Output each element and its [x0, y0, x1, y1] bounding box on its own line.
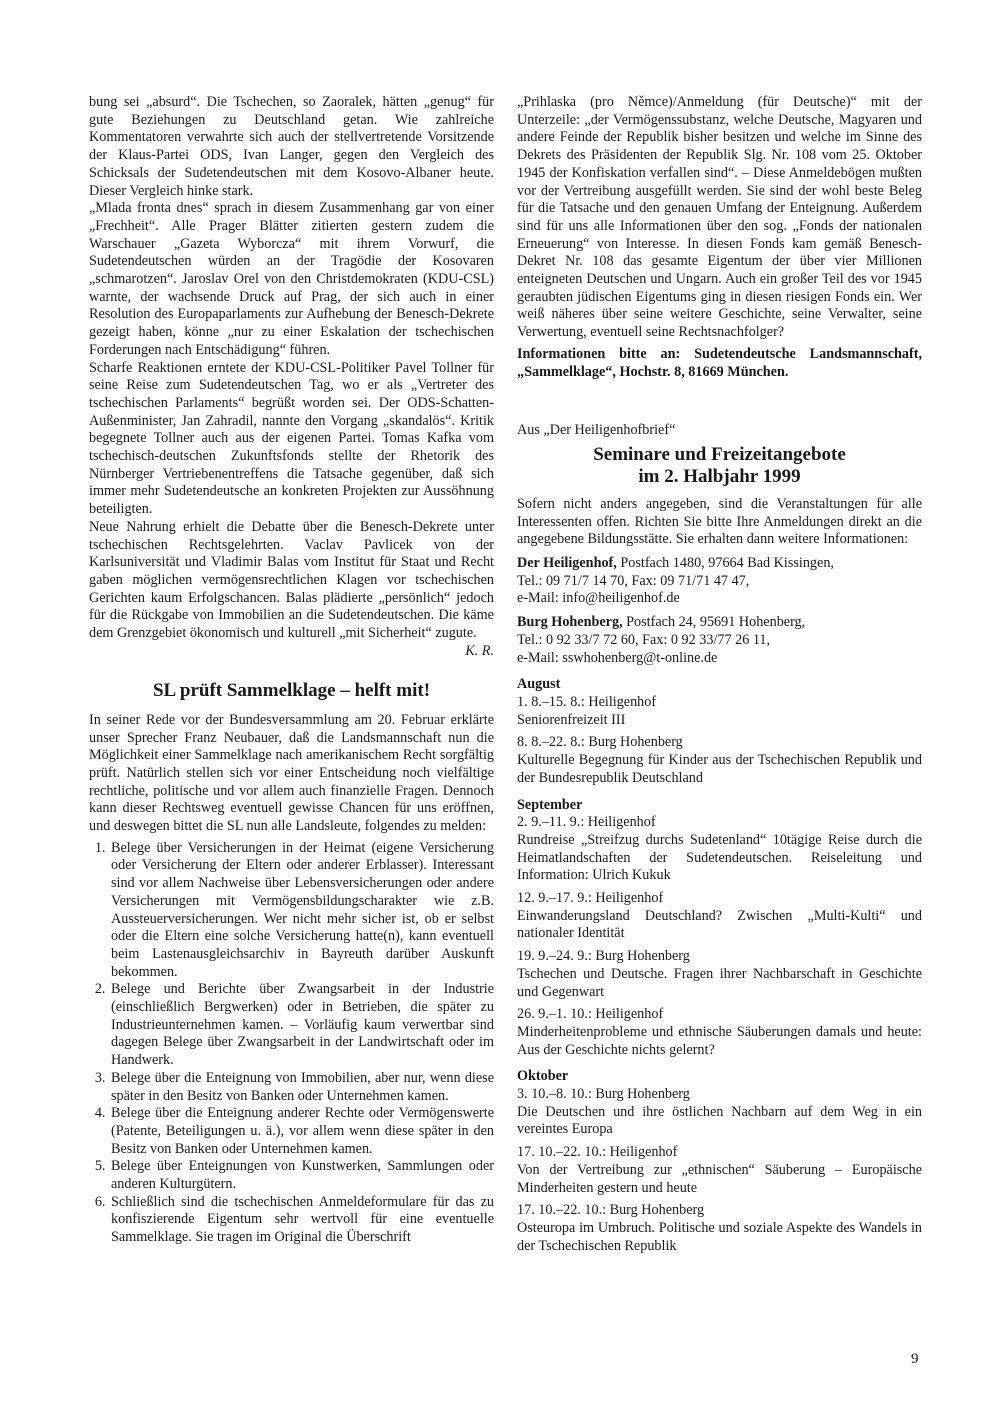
list-item: 4. Belege über die Enteignung anderer Rechte oder Vermögenswerte (Patente, Beteiligungen u. ä.), vor allem wenn diese später in den Besitz von Banken oder Unternehmen kamen.	[109, 1105, 494, 1158]
article-paragraph: bung sei „absurd“. Die Tschechen, so Zaoralek, hätten „genug“ für gute Beziehungen zu Deutschland getan. Wie zahlreiche Kommentatoren verwahrte sich auch der stellvertretende Vorsitzende der Klaus-Partei ODS, Ivan Langer, gegen den Vergleich des Schicksals der Sudetendeutschen mit dem Kosovo-Albaner heute. Dieser Vergleich hinke stark.	[89, 94, 494, 199]
event-description: Von der Vertreibung zur „ethnischen“ Säuberung – Europäische Minderheiten gestern und heute	[517, 1161, 922, 1196]
month-heading: August	[517, 676, 561, 693]
address-phone: Tel.: 0 92 33/7 72 60, Fax: 0 92 33/77 26 11,	[517, 631, 771, 648]
address-name: Burg Hohenberg,	[517, 614, 623, 631]
event-description: Osteuropa im Umbruch. Politische und soziale Aspekte des Wandels in der Tschechischen Republik	[517, 1219, 922, 1254]
event-description: Kulturelle Begegnung für Kinder aus der Tschechischen Republik und der Bundesrepublik Deutschland	[517, 752, 922, 786]
event-date: 1. 8.–15. 8.: Heiligenhof	[517, 693, 657, 710]
article-paragraph-last	[89, 518, 494, 659]
left-column	[89, 94, 494, 1247]
month-heading: September	[517, 796, 583, 813]
right-column	[517, 94, 922, 1255]
event	[517, 1202, 922, 1255]
event-date: 17. 10.–22. 10.: Heiligenhof	[517, 1144, 678, 1161]
event-date: 3. 10.–8. 10.: Burg Hohenberg	[517, 1086, 690, 1103]
article-paragraph: „Mlada fronta dnes“ sprach in diesem Zusammenhang gar von einer „Frechheit“. Alle Prager Blätter zitierten gestern zudem die Warschauer „Gazeta Wyborcza“ mit ihrem Vorwurf, die Sudetendeutschen würden an der Tragödie der Kosovaren „schmarotzen“. Jaroslav Orel von den Christdemokraten (KDU-CSL) warnte, der wachsende Druck auf Prag, der sich auch in einer Resolution des Europaparlaments zur Aufhebung der Benesch-Dekrete gezeigt haben, könne „nur zu einer Eskalation der tschechischen Forderungen nach Entschädigung“ führen.	[89, 200, 494, 358]
address-name: Der Heiligenhof,	[517, 555, 617, 572]
article-paragraph-text: Neue Nahrung erhielt die Debatte über die Benesch-Dekrete unter tschechischen Rechtsgelehrten. Vaclav Pavlicek von der Karlsuniversität und Vladimir Balas vom Institut für Staat und Recht gaben möglichen vermögensrechtlichen Klagen vor tschechischen Gerichten kaum Erfolgschancen. Balas plädierte „persönlich“ jedoch für die Rückgabe von Immobilien an die Sudetendeutschen. Die käme dem Grenzgebiet ökonomisch und kulturell „mit Sicherheit“ zugute.	[89, 518, 494, 642]
event-date: 19. 9.–24. 9.: Burg Hohenberg	[517, 948, 690, 965]
event-date: 26. 9.–1. 10.: Heiligenhof	[517, 1006, 664, 1023]
event	[517, 1086, 922, 1139]
event-date: 8. 8.–22. 8.: Burg Hohenberg	[517, 734, 683, 751]
seminar-title-line2: im 2. Halbjahr 1999	[638, 465, 801, 487]
address-hohenberg	[517, 614, 922, 667]
event-description: Einwanderungsland Deutschland? Zwischen „Multi-Kulti“ und nationaler Identität	[517, 907, 922, 942]
list-item: 1. Belege über Versicherungen in der Heimat (eigene Versicherung oder Versicherung der Eltern oder anderer Erblasser). Interessant sind vor allem Nachweise über Lebensversicherungen oder andere Versicherungen mit Vermögensbildungscharakter wie z.B. Aussteuerversicherungen. Wer nicht mehr sicher ist, ob er selbst oder die Eltern eine solche Versicherung hatte(n), kann eventuell beim Lastenausgleichsarchiv in Bayreuth darüber Auskunft bekommen.	[109, 840, 494, 982]
event	[517, 814, 922, 885]
list-item: 5. Belege über Enteignungen von Kunstwerken, Sammlungen oder anderen Kulturgütern.	[109, 1158, 494, 1193]
event	[517, 1006, 922, 1059]
address-line: Postfach 1480, 97664 Bad Kissingen,	[620, 555, 834, 572]
address-phone: Tel.: 09 71/7 14 70, Fax: 09 71/71 47 47,	[517, 572, 750, 589]
month-heading: Oktober	[517, 1068, 569, 1085]
belege-list	[89, 840, 494, 1247]
author-signature: K. R.	[465, 642, 494, 659]
address-line: Postfach 24, 95691 Hohenberg,	[626, 614, 806, 631]
list-item: 6. Schließlich sind die tschechischen Anmeldeformulare für das zu konfiszierende Eigentum sehr wertvoll für eine eventuelle Sammelklage. Sie tragen im Original die Überschrift	[109, 1194, 494, 1247]
contact-info: Informationen bitte an: Sudetendeutsche Landsmannschaft, „Sammelklage“, Hochstr. 8, 81669 München.	[517, 345, 922, 380]
list-item: 3. Belege über die Enteignung von Immobilien, aber nur, wenn diese später in den Besitz von Banken oder Unternehmen kamen.	[109, 1070, 494, 1105]
event-date: 2. 9.–11. 9.: Heiligenhof	[517, 814, 656, 831]
address-email: e-Mail: info@heiligenhof.de	[517, 590, 680, 607]
event-description: Minderheitenprobleme und ethnische Säuberungen damals und heute: Aus der Geschichte nichts gelernt?	[517, 1023, 922, 1058]
event-description: Rundreise „Streifzug durchs Sudetenland“ 10tägige Reise durch die Heimatlandschaften der Sudetendeutschen. Reiseleitung und Information: Ulrich Kukuk	[517, 831, 922, 884]
event	[517, 734, 922, 787]
seminar-title	[517, 444, 922, 488]
list-item: 2. Belege und Berichte über Zwangsarbeit in der Industrie (einschließlich Bergwerken) oder in Betrieben, die später zu Industrieunternehmen kamen. – Vorläufig kaum verwertbar sind dagegen Belege über Zwangsarbeit in der Landwirtschaft oder im Handwerk.	[109, 981, 494, 1070]
event-description: Tschechen und Deutsche. Fragen ihrer Nachbarschaft in Geschichte und Gegenwart	[517, 965, 922, 1000]
event	[517, 1144, 922, 1197]
seminar-title-line1: Seminare und Freizeitangebote	[593, 443, 846, 465]
event-date: 12. 9.–17. 9.: Heiligenhof	[517, 890, 664, 907]
event	[517, 694, 922, 729]
address-email: e-Mail: sswhohenberg@t-online.de	[517, 649, 718, 666]
event-description: Seniorenfreizeit III	[517, 711, 626, 728]
continuation-paragraph: „Prihlaska (pro Němce)/Anmeldung (für Deutsche)“ mit der Unterzeile: „der Vermögenssubstanz, welche Deutsche, Magyaren und andere Feinde der Republik bisher besitzen und welche im Sinne des Dekrets des Präsidenten der Republik Slg. Nr. 108 vom 25. Oktober 1945 der Konfiskation verfallen sind“. – Diese Anmeldebögen mußten vor der Vertreibung ausgefüllt werden. Sie sind der wohl beste Beleg für die Tatsache und den genauen Umfang der Enteignung. Außerdem sind für uns alle Informationen über den sog. „Fonds der nationalen Erneuerung“ von Interesse. In diesen Fonds kam gemäß Benesch-Dekret Nr. 108 das gesamte Eigentum der über vier Millionen enteigneten Deutschen und Ungarn. Auch ein großer Teil des vor 1945 geraubten jüdischen Eigentums ging in diesen riesigen Fonds ein. Wer weiß näheres über seine weitere Geschichte, seine Verwalter, seine Verwertung, eventuell seine Rechtsnachfolger?	[517, 94, 922, 341]
event-date: 17. 10.–22. 10.: Burg Hohenberg	[517, 1202, 705, 1219]
section-heading: SL prüft Sammelklage – helft mit!	[152, 679, 431, 701]
article-paragraph: Scharfe Reaktionen erntete der KDU-CSL-Politiker Pavel Tollner für seine Reise zum Sudetendeutschen Tag, wo er als „Vertreter des tschechischen Parlaments“ begrüßt worden sei. Der ODS-Schatten-Außenminister, Jan Zahradil, nannte den Vorgang „skandalös“. Kritik begegnete Tollner auch aus der eigenen Partei. Tomas Kafka vom tschechisch-deutschen Zukunftsfonds stellte der Rhetorik des Nürnberger Vertriebenentreffens die Tatsache gegenüber, daß sich immer mehr Sudetendeutsche an konkreten Projekten zur Aussöhnung beteiligten.	[89, 359, 494, 518]
source-line: Aus „Der Heiligenhofbrief“	[517, 422, 676, 439]
event-description: Die Deutschen und ihre östlichen Nachbarn auf dem Weg in ein vereintes Europa	[517, 1103, 922, 1138]
event	[517, 890, 922, 943]
event	[517, 948, 922, 1001]
address-heiligenhof	[517, 555, 922, 608]
seminar-intro: Sofern nicht anders angegeben, sind die Veranstaltungen für alle Interessenten offen. Richten Sie bitte Ihre Anmeldungen direkt an die angegebene Bildungsstätte. Sie erhalten dann weitere Informationen:	[517, 495, 922, 548]
sammelklage-intro: In seiner Rede vor der Bundesversammlung am 20. Februar erklärte unser Sprecher Franz Neubauer, daß die Landsmannschaft nun die Möglichkeit einer Sammelklage nach amerikanischem Recht sorgfältig prüft. Natürlich stellen sich vor einer Entscheidung noch vielfältige rechtliche, politische und vor allem auch finanzielle Fragen. Dennoch kann dieser Rechtsweg eventuell gewisse Chancen für uns eröffnen, und deswegen bittet die SL nun alle Landsleute, folgendes zu melden:	[89, 711, 494, 835]
page-number: 9	[911, 1351, 919, 1367]
